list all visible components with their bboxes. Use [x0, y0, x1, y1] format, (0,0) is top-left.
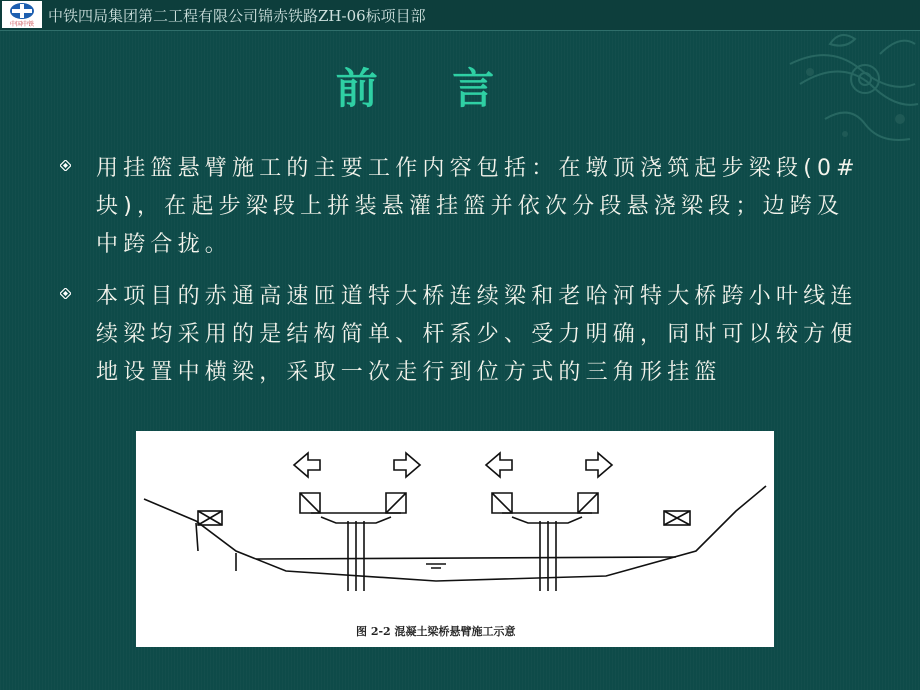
bridge-construction-figure [136, 431, 774, 647]
bullet-item [52, 278, 867, 392]
bullet-item [52, 150, 867, 264]
diamond-bullet-icon [60, 288, 71, 299]
company-name: 中铁四局集团第二工程有限公司锦赤铁路ZH-06标项目部 [48, 7, 426, 25]
company-logo [2, 1, 42, 28]
figure-caption: 图 2-2 混凝土梁桥悬臂施工示意 [356, 625, 516, 638]
bullet-list [52, 150, 867, 406]
svg-text:中国中铁: 中国中铁 [9, 21, 35, 28]
bullet-text: 用挂篮悬臂施工的主要工作内容包括：在墩顶浇筑起步梁段(0#块)，在起步梁段上拼装悬灌挂篮并依次分段悬浇梁段；边跨及中跨合拢。 [96, 156, 860, 257]
bullet-text: 本项目的赤通高速匝道特大桥连续梁和老哈河特大桥跨小叶线连续梁均采用的是结构简单、杆系少、受力明确，同时可以较方便地设置中横梁，采取一次走行到位方式的三角形挂篮 [96, 284, 858, 385]
page-title: 前 言 [335, 64, 525, 113]
bridge-diagram [136, 431, 774, 621]
diamond-bullet-icon [60, 160, 71, 171]
